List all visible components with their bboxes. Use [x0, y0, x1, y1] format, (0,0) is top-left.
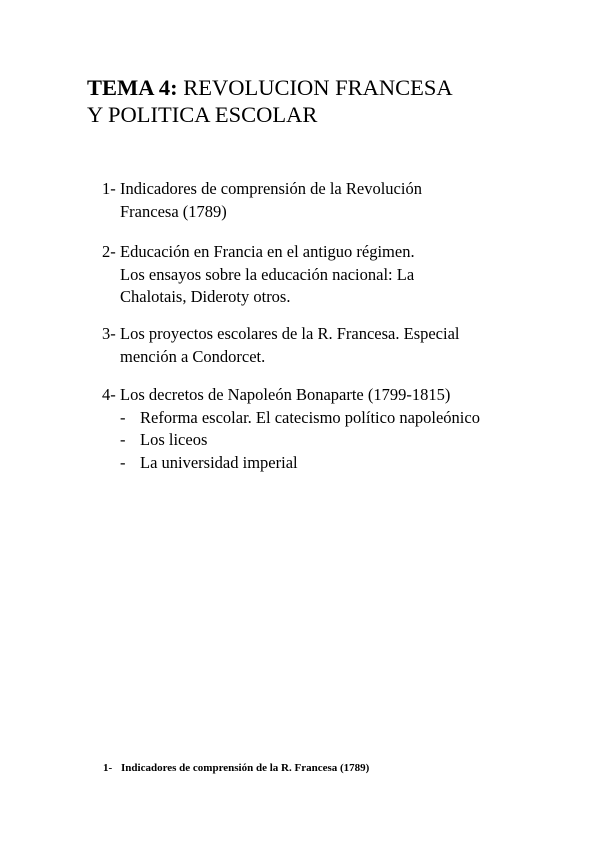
- list-item-text: mención a Condorcet.: [120, 346, 266, 366]
- title-line1: REVOLUCION FRANCESA: [183, 75, 453, 100]
- list-item-number: 2-: [102, 242, 116, 261]
- list-item-2: [102, 241, 562, 309]
- list-item-text: Francesa (1789): [120, 201, 227, 221]
- list-item-text: Educación en Francia en el antiguo régimen.: [120, 242, 415, 261]
- sub-list-item-text: La universidad imperial: [140, 453, 298, 472]
- section-heading-number: 1-: [103, 762, 113, 774]
- sub-list-item-3: [120, 452, 298, 475]
- dash-marker: -: [120, 408, 126, 427]
- page-title: [87, 74, 557, 128]
- sub-list-item-2: [120, 429, 207, 452]
- dash-marker: -: [120, 430, 126, 449]
- list-item-number: 3-: [102, 324, 116, 343]
- list-item-4: [102, 384, 562, 407]
- list-item-3: [102, 323, 562, 368]
- sub-list-item-text: Los liceos: [140, 430, 208, 449]
- section-heading-text: Indicadores de comprensión de la R. Francesa (1789): [121, 762, 370, 774]
- list-item-number: 4-: [102, 385, 116, 404]
- title-line2: Y POLITICA ESCOLAR: [87, 102, 318, 127]
- list-item-number: 1-: [102, 179, 116, 198]
- list-item-text: Chalotais, Dideroty otros.: [120, 287, 291, 306]
- title-tema-label: TEMA 4:: [87, 75, 178, 100]
- list-item-text: Indicadores de comprensión de la Revolución: [120, 179, 422, 198]
- section-heading: [103, 761, 369, 775]
- list-item-text: Los decretos de Napoleón Bonaparte (1799-1815): [120, 385, 451, 404]
- list-item-text: Los ensayos sobre la educación nacional: La: [120, 264, 415, 284]
- list-item-text: Los proyectos escolares de la R. Francesa. Especial: [120, 324, 460, 343]
- list-item-1: [102, 178, 562, 223]
- sub-list-item-text: Reforma escolar. El catecismo político napoleónico: [140, 408, 480, 427]
- sub-list-item-1: [120, 407, 480, 430]
- dash-marker: -: [120, 453, 126, 472]
